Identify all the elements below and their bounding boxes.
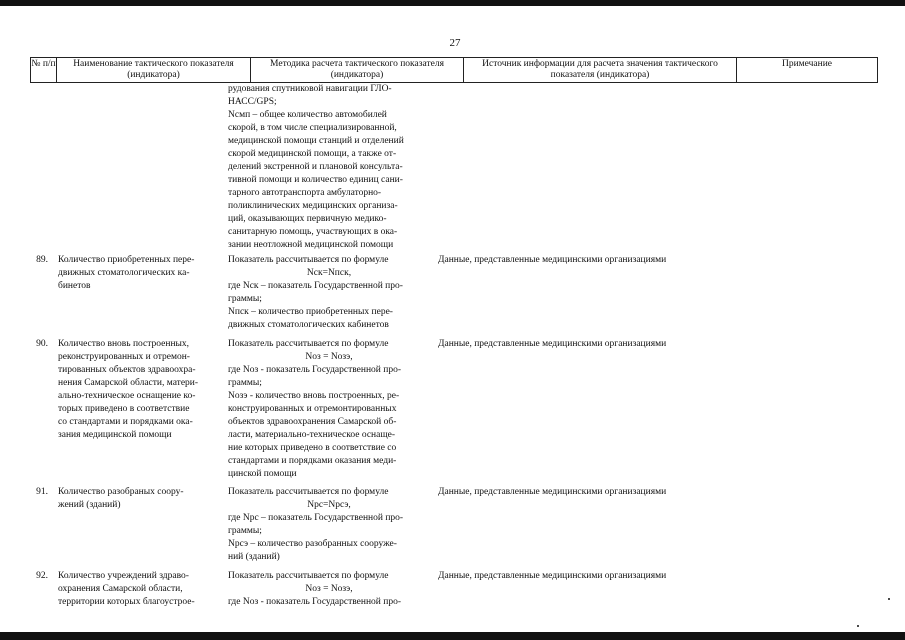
- row-89-num: 89.: [36, 255, 48, 265]
- row-91-name: Количество разобраных соору- жений (зданий): [58, 487, 184, 510]
- row-92-num: 92.: [36, 571, 48, 581]
- header-name: Наименование тактического показателя (индикатора): [56, 58, 250, 82]
- row-92-method: Показатель рассчитывается по формуле Nоз = Nозэ, где Nоз - показатель Государственной про-: [228, 570, 430, 609]
- header-source: Источник информации для расчета значения тактического показателя (индикатора): [463, 58, 736, 82]
- row-92-source: Данные, представленные медицинскими организациями: [438, 571, 667, 581]
- row-90-source: Данные, представленные медицинскими организациями: [438, 339, 667, 349]
- row-89-source: Данные, представленные медицинскими организациями: [438, 255, 667, 265]
- row-90-name: Количество вновь построенных, реконструированных и отремон- тированных объектов здравоохра- нения Самарской области, матери- ально-техническое оснащение ко- торых приведено в соответствие со стандартами и порядками ока- зания медицинской помощи: [58, 339, 199, 440]
- header-method: Методика расчета тактического показателя (индикатора): [250, 58, 463, 82]
- header-num: № п/п: [30, 58, 56, 82]
- row-91-source: Данные, представленные медицинскими организациями: [438, 487, 667, 497]
- row-91-num: 91.: [36, 487, 48, 497]
- page-number: 27: [449, 37, 461, 49]
- row-92-formula: Nоз = Nозэ,: [305, 584, 353, 594]
- row-92-name: Количество учреждений здраво- охранения Самарской области, территории которых благоустрое-: [58, 571, 195, 607]
- row-91-method: Показатель рассчитывается по формуле Nрс=Nрсэ, где Nрс – показатель Государственной про- граммы; Nрсэ – количество разобранных сооруже- ний (зданий): [228, 486, 430, 564]
- top-border: [0, 0, 905, 6]
- row-91-formula: Nрс=Nрсэ,: [307, 500, 351, 510]
- scan-speck: [888, 598, 890, 600]
- row-90-formula: Nоз = Nозэ,: [305, 352, 353, 362]
- row-90-method: Показатель рассчитывается по формуле Nоз = Nозэ, где Nоз - показатель Государственной про- граммы; Nозэ - количество вновь построенных, ре- конструированных и отремонтированных объектов здравоохранения Самарской об- ласти, материально-техническое оснаще- ние которых приведено в соответствие со стандартами и порядками оказания меди- цинской помощи: [228, 338, 430, 481]
- table-header: [30, 57, 878, 83]
- header-note: Примечание: [736, 58, 878, 82]
- continuation-method: рудования спутниковой навигации ГЛО- НАСС/GPS; Nсмп – общее количество автомобилей скорой, в том числе специализированной, медицинской помощи станций и отделений скорой медицинской помощи, а также от- делений экстренной и плановой консульта- тивной помощи и количество единиц сани- тарного автотранспорта амбулаторно- поликлинических медицинских организа- ций, оказывающих первичную медико- санитарную помощь, участвующих в ока- зании неотложной медицинской помощи: [228, 84, 404, 250]
- row-89-method: Показатель рассчитывается по формуле Nск=Nпск, где Nск – показатель Государственной про- граммы; Nпск – количество приобретенных пере- движных стоматологических кабинетов: [228, 254, 430, 332]
- row-90-num: 90.: [36, 339, 48, 349]
- scan-speck: [857, 625, 859, 627]
- row-89-formula: Nск=Nпск,: [306, 268, 352, 278]
- row-89-name: Количество приобретенных пере- движных стоматологических ка- бинетов: [58, 255, 195, 291]
- bottom-border: [0, 632, 905, 640]
